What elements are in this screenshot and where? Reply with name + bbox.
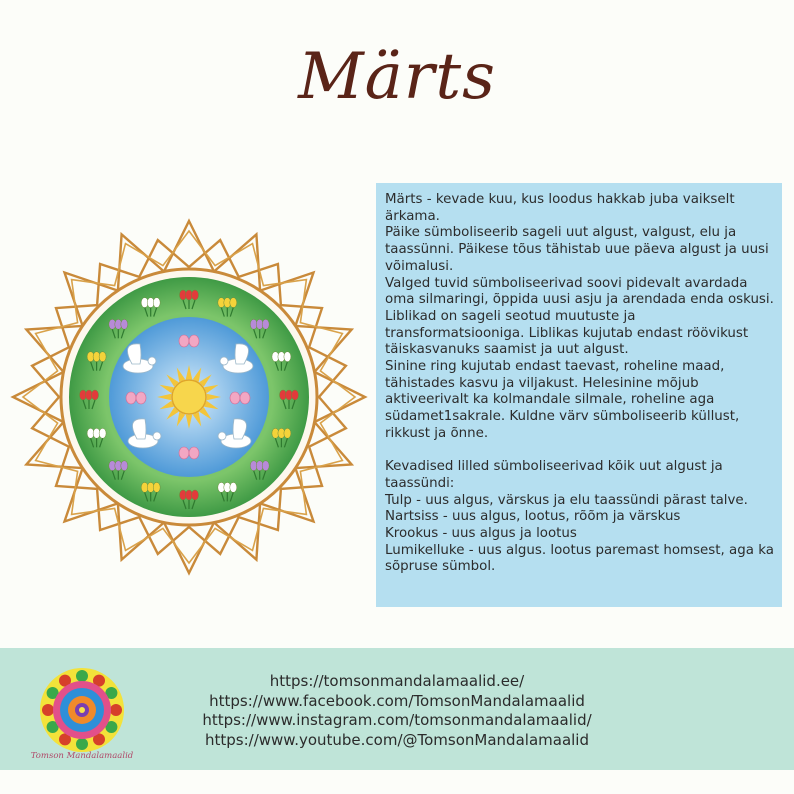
description-line: Krookus - uus algus ja lootus bbox=[385, 526, 577, 542]
description-line: Lumikelluke - uus algus. lootus paremast homsest, aga ka sõpruse sümbol. bbox=[385, 542, 774, 575]
social-links bbox=[140, 672, 654, 750]
brand-name: Tomson Mandalamaalid bbox=[30, 751, 134, 761]
description-line: Nartsiss - uus algus, lootus, rõõm ja värskus bbox=[385, 509, 681, 525]
description-line: Liblikad on sageli seotud muutuste ja transformatsiooniga. Liblikas kujutab endast röövikust täiskasvanuks saamist ja uut algust. bbox=[385, 308, 749, 358]
description-line: Kevadised lilled sümboliseerivad kõik uut algust ja taassündi: bbox=[385, 459, 723, 491]
mandala-illustration bbox=[10, 218, 368, 576]
facebook-link[interactable]: https://www.facebook.com/TomsonMandalamaalid bbox=[209, 691, 585, 710]
youtube-link[interactable]: https://www.youtube.com/@TomsonMandalamaalid bbox=[205, 730, 589, 749]
website-link[interactable]: https://tomsonmandalamaalid.ee/ bbox=[269, 672, 525, 690]
description-panel bbox=[376, 183, 782, 607]
description-line: Valged tuvid sümboliseerivad soovi pidevalt avardada oma silmaringi, õppida uusi asju ja arendada enda oskusi. bbox=[385, 275, 774, 308]
description-line: Märts - kevade kuu, kus loodus hakkab juba vaikselt ärkama. bbox=[385, 192, 735, 224]
description-line: Tulp - uus algus, värskus ja elu taassündi pärast talve. bbox=[385, 492, 748, 508]
footer bbox=[0, 648, 794, 770]
description-line: Sinine ring kujutab endast taevast, roheline maad, tähistades kasvu ja viljakust. Helesinine mõjub aktiveerivalt ka kolmandale silmale, roheline aga südamet1sakrale. Kuldne värv sümboliseerib küllust, rikkust ja õnne. bbox=[385, 359, 740, 441]
description-line: Päike sümboliseerib sageli uut algust, valgust, elu ja taassünni. Päikese tõus tähistab uue päeva algust ja uusi võimalusi. bbox=[385, 225, 769, 274]
page-title: Märts bbox=[298, 40, 496, 114]
instagram-link[interactable]: https://www.instagram.com/tomsonmandalamaalid/ bbox=[202, 711, 592, 729]
